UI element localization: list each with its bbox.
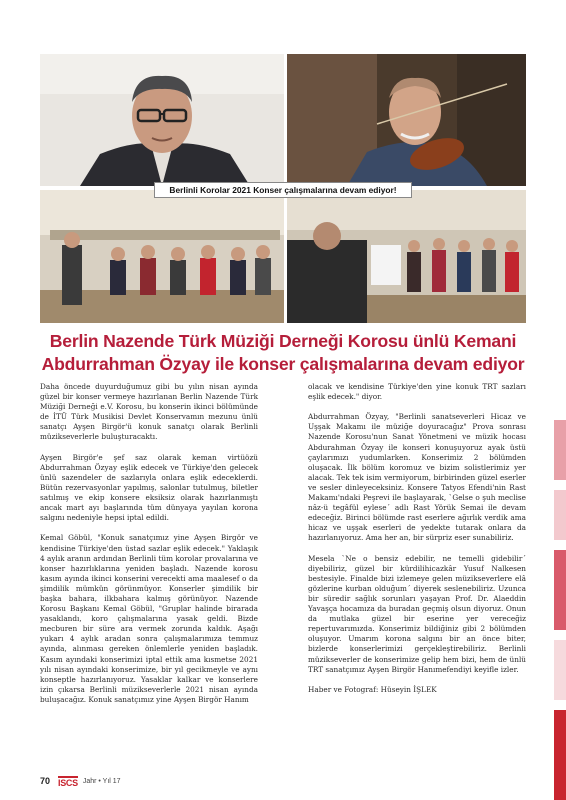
- page-footer: [40, 774, 240, 788]
- paragraph: Abdurrahman Özyay, "Berlinli sanatseverleri Hicaz ve Uşşak Makamı ile müziğe doyuracağız" Prova sonrası Nazende Korosu'nun Sanat Yönetmeni ve müzik hocası Abdurahman Özyay ile konseri konuşuyoruz ayak üstü çaylarımızı yudumlarken. Konserimiz 2 bölümden oluşacak. İlk bölüm koromuz ve bizim solistlerimiz yer alacak. Tek tek isim vermiyorum, birbirinden güzel eserler ve sesler dinleyeceksiniz. Konsere Tatyos Efendi'nin Rast Makamı'ndaki Peşrevi ile başlayarak, `Gelse o şuh meclise nâz-ü tegâfül eylese´ adlı Rast Yörük Semai ile devam edeceğiz. Birinci bölümde rast eserlere ağırlık verdik ama hicaz ve uşşak eserleri de yedekte tutarak onlara da hazırlanıyoruz. Ama her an, bir sürpriz eser sunabiliriz.: [308, 412, 526, 543]
- article-column-left: [40, 382, 258, 705]
- paragraph: Ayşen Birgör'e şef saz olarak keman virtüözü Abdurrahman Özyay eşlik edecek ve Türkiye'den gelecek ünlü sazendeler de sazlarıyla onlara eşlik edeceklerdi. Bütün rezervasyonlar yapılmış, salonlar tutulmuş, biletler satılmış ve ekip konsere eksiksiz olarak hazırlanmıştı ancak mart ayı başlarında tüm dünyaya yayılan korona salgını nedeniyle hepsi iptal edildi.: [40, 452, 258, 523]
- issue-info: Jahr • Yıl 17: [82, 777, 121, 785]
- side-bar-segment: [554, 490, 566, 540]
- side-bar-segment: [554, 640, 566, 700]
- paragraph: Daha öncede duyurduğumuz gibi bu yılın nisan ayında güzel bir konser vermeye hazırlanan Berlin Nazende Türk Müziği Derneği e.V. Korosu, bu konserin ikinci bölümünde de İTÜ Türk Musikisi Devlet Konservamın mezunu ünlü sanatçı Ayşen Birgör'ü konuk sanatçı olarak Berlinli müzikseverlerle buluşturacaktı.: [40, 382, 258, 442]
- headline-line-1: Berlin Nazende Türk Müziği Derneği Korosu ünlü Kemani: [49, 331, 517, 351]
- violinist-image: [287, 54, 526, 186]
- photo-caption: Berlinli Korolar 2021 Konser çalışmalarına devam ediyor!: [154, 182, 412, 198]
- portrait-image: [40, 54, 284, 186]
- article-headline: [40, 330, 526, 376]
- headline-line-2: Abdurrahman Özyay ile konser çalışmalarına devam ediyor: [41, 354, 525, 374]
- side-bar-segment: [554, 710, 566, 800]
- choir-left-image: [40, 190, 284, 323]
- paragraph: Mesela `Ne o bensiz edebilir, ne temelli gidebilir´ diyebiliriz, güzel bir kürdilihicazkâr Yusuf Nalkesen bestesiyle. Finalde bizi izlemeye gelen müzikseverlere elâ gözlerine kurban olduğum´ diyerek seslenebiliriz. Uzunca bir süredir sağlık sorunları yaşayan Prof. Dr. Alaeddin Yavaşça hocamıza da buradan geçmiş olsun diyoruz. Onun da mutlaka güzel bir eserine yer vereceğiz repertuvarımızda. Konserimiz bildiğiniz gibi 2 bölümden oluşuyor. Umarım korona salgını bir an önce biter, bizlerde konserlerimizi gerçekleştirebiliriz. Berlinli müzikseverler de konserimize gelip hem bizi, hem de ünlü TRT sanatçımız Ayşen Birgör Hanımefendiyi keyifle izler.: [308, 553, 526, 674]
- photo-choir-rehearsal-right: [287, 190, 526, 323]
- photo-choir-rehearsal-left: [40, 190, 284, 323]
- magazine-logo: ISCS: [58, 777, 78, 788]
- paragraph: olacak ve kendisine Türkiye'den yine konuk TRT sazları eşlik edecek." diyor.: [308, 382, 526, 402]
- photo-portrait-musician: [40, 54, 284, 186]
- side-bar-segment: [554, 550, 566, 630]
- choir-right-image: [287, 190, 526, 323]
- page-number: 70: [40, 776, 51, 786]
- author-credit: Haber ve Fotograf: Hüseyin İŞLEK: [308, 684, 437, 694]
- paragraph: Kemal Göbül, "Konuk sanatçımız yine Ayşen Birgör ve kendisine Türkiye'den üstad sazlar eşlik edecek." Yaklaşık 4 aylık aranın ardından Berlinli tüm korolar provalarına ve konser hazırlıklarına yeniden başladı. Nazende korosu kasım ayında ikinci konserini verecekti ama maalesef o da şimdilik mümkün görünmüyor. Konserler şimdilik bir başka bahara, ilkbahara kalmış görünüyor. Nazende Korosu Başkanı Kemal Göbül, "Gruplar halinde birarada yasaklandı, koro çalışmalarına yasak geldi. Bizde mecburen bir süre ara vermek zorunda kaldık. Aşağı yukarı 4 aylık aradan sonra çalışmalarımıza temmuz ayında, alınması gereken önlemlerle yeniden başladık. Kasım ayındaki konserimizi iptal ettik ama kısmetse 2021 yılı nisan ayındaki konserimize, bir yıl gecikmeyle ve aynı konseptle hazırlanıyoruz. Yasaklar kalkar ve konserlere izin çıkarsa Berlinli müzikseverlerle 2021 nisan ayında buluşacağız. Konuk sanatçımız yine Ayşen Birgör Hanım: [40, 533, 258, 704]
- photo-violinist: [287, 54, 526, 186]
- side-bar-segment: [554, 420, 566, 480]
- decorative-side-bar: [552, 420, 566, 800]
- article-column-right: [308, 382, 526, 695]
